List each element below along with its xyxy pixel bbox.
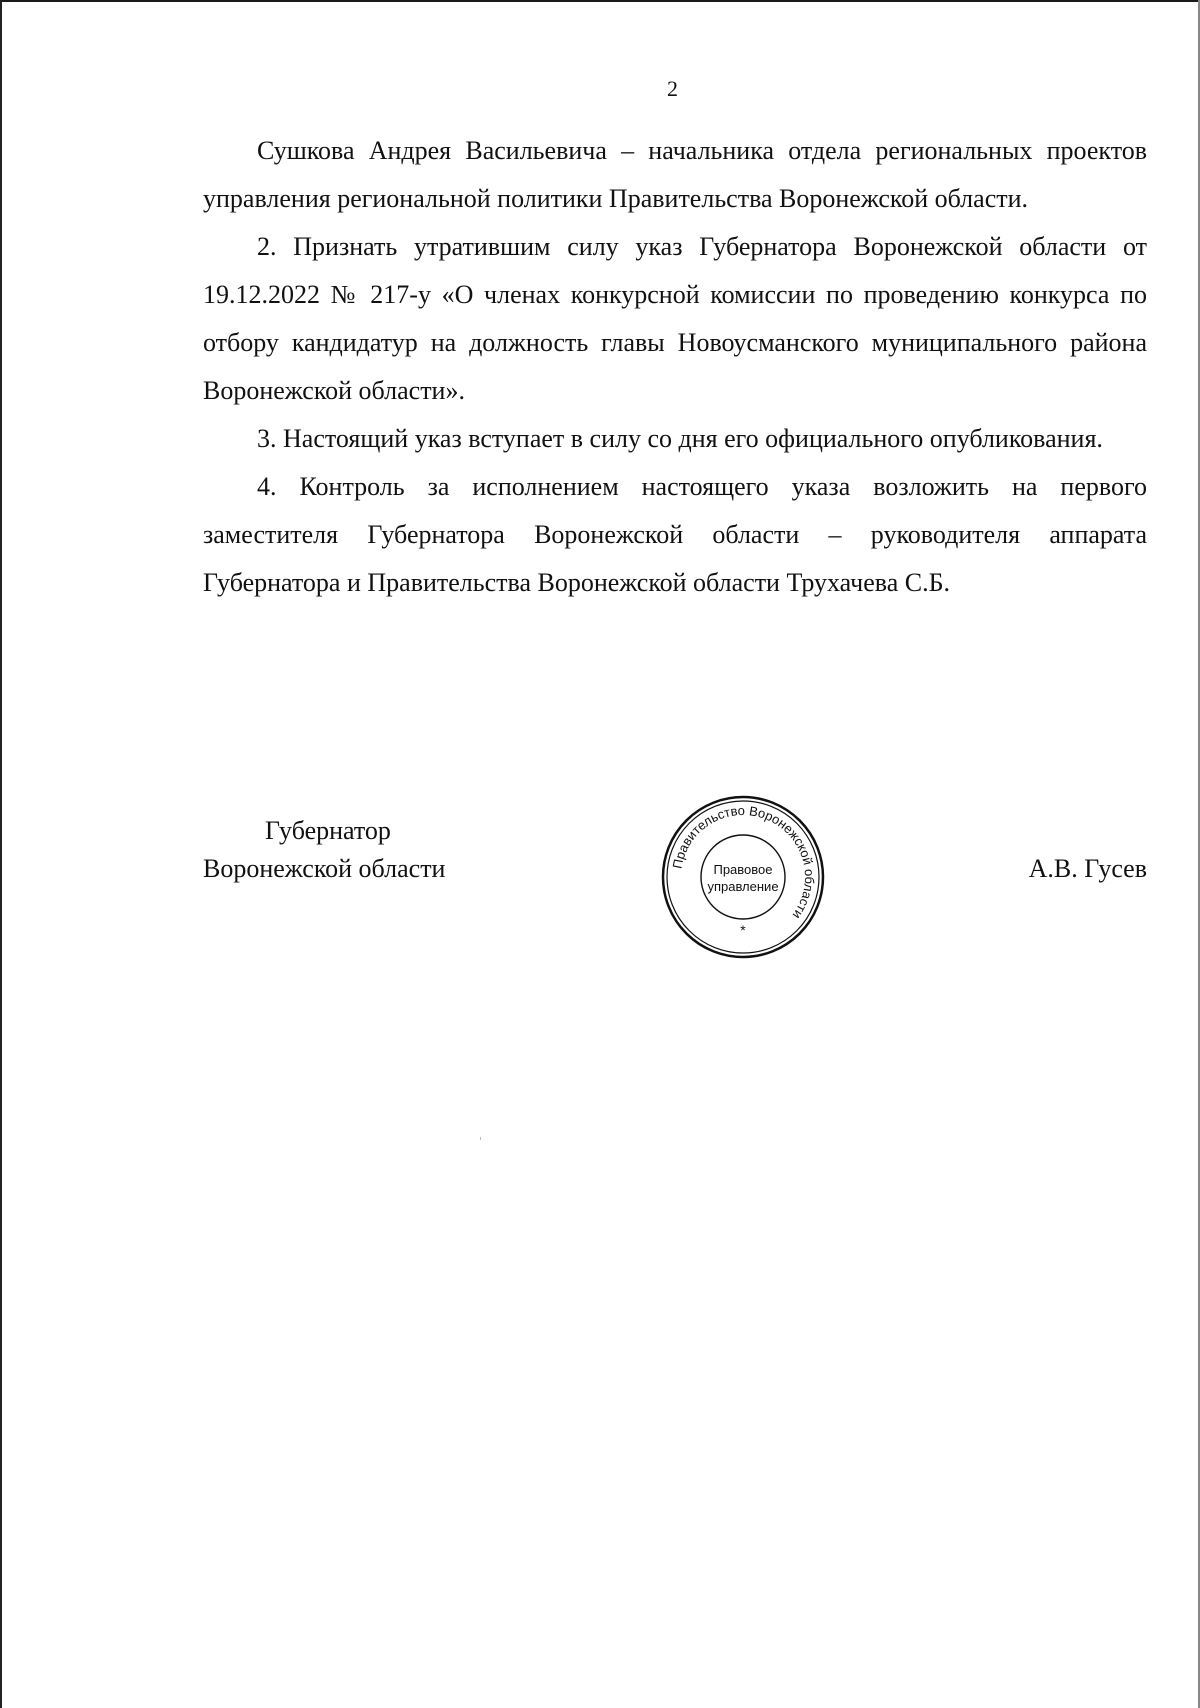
paragraph-3: 3. Настоящий указ вступает в силу со дня его официального опубликования. [257,424,1103,453]
scan-speck [480,1137,481,1140]
page-number: 2 [667,76,678,101]
scan-edge-top [0,0,1200,2]
signatory-title [203,812,445,888]
document-body [203,127,1147,607]
seal-star: * [740,922,746,938]
signatory-name: А.В. Гусев [1028,854,1147,883]
seal-center-line-2: управление [707,879,779,894]
paragraph-1: Сушкова Андрея Васильевича – начальника отдела региональных проектов управления региональной политики Правительства Воронежской области. [203,136,1147,213]
signatory-title-line-1: Губернатор [265,816,391,845]
seal-center-line-1: Правовое [713,862,773,877]
scan-edge-left [0,0,2,1708]
signatory-title-line-2: Воронежской области [203,854,446,883]
paragraph-2: 2. Признать утратившим силу указ Губернатора Воронежской области от 19.12.2022 № 217-у «О членах конкурсной комиссии по проведению конкурса по отбору кандидатур на должность главы Новоусманского муниципального района Воронежской области». [203,232,1147,405]
seal-ring-text: Правительство Воронежской области [669,802,818,922]
signature-block [203,802,1147,992]
paragraph-4: 4. Контроль за исполнением настоящего указа возложить на первого заместителя Губернатора Воронежской области – руководителя аппарата Губернатора и Правительства Воронежской области Трухачева С.Б. [203,472,1147,597]
official-seal [658,792,828,962]
